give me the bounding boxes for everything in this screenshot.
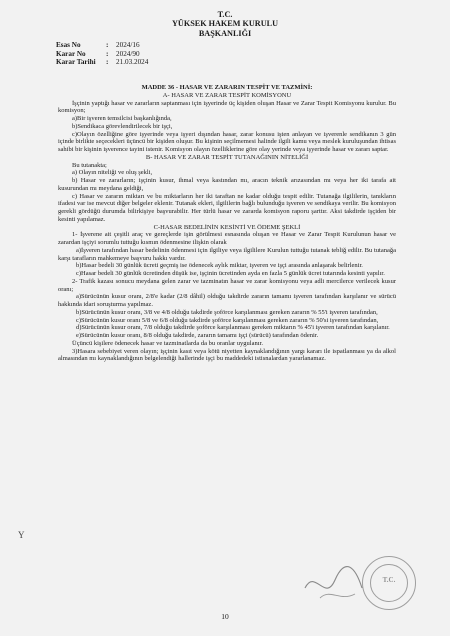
paragraph: İşçinin yaptığı hasar ve zararların saptanması için işyerinde üç kişiden oluşan Hasar ve Zarar Tespit Komisyonu kurulur. Bu komisyon; (58, 99, 396, 115)
list-item: c) Hasar ve zararın miktarı ve bu miktarların her iki taraftan ne kadar olduğu tespit edilir. Tutanağa ilgililerin, tanıkların ifadesi var ise mevcut diğer belgeler eklenir. Tutanak ekleri, ilgililerin bağlı bulunduğu işveren ve sendikaya verilir. Bu komisyon gerekli gördüğü durumda bilirkişiye başvurabilir. Her türlü hasar ve zararda komisyon raporu şarttır. Aksi takdirde işçiden bir kesinti yapılamaz. (58, 192, 396, 223)
list-item: e)Sürücünün kusur oranı, 8/8 olduğu takdirde, zararın tamamı işçi (sürücü) tarafından ödenir. (76, 332, 319, 339)
tarih-label: Karar Tarihi (56, 58, 96, 67)
karar-value: 2024/90 (116, 49, 140, 58)
paragraph: 3)Hasara sebebiyet veren olayın; işçinin kasıt veya kötü niyetten kaynaklandığının yargı kararı ile ispatlanması ya da alkol almasından mı kaynaklandığının belgelendiği hallerinde işçi bu maddedeki istisnalardan yararlanamaz. (58, 347, 396, 363)
seal-text: T.C. (382, 576, 396, 584)
section-b-heading: B- HASAR VE ZARAR TESPİT TUTANAĞININ NİTELİĞİ (145, 153, 309, 161)
tarih-row (56, 58, 148, 67)
section-c-heading: C-HASAR BEDELİNİN KESİNTİ VE ÖDEME ŞEKLİ (153, 223, 301, 231)
list-item: c)Olayın özelliğine göre işyerinde veya işyeri dışından hasar, zarar konusu işten anlayan ve işverenle sendikanın 3 gün içinde birlikte seçecekleri üçüncü bir kişiden oluşur. Bu kişinin seçilmemesi halinde ilgili kamu veya meslek kuruluşundan ihtisas sahibi bir kişinin işverence tayini istenir. Komisyon olayın özelliklerine göre olay yerinde veya işyerinde hasar ve zararı saptar. (58, 130, 396, 153)
karar-row (56, 50, 148, 59)
document-body (58, 84, 396, 363)
paragraph: Üçüncü kişilere ödenecek hasar ve tazminatlarda da bu oranlar uygulanır. (72, 339, 263, 347)
tarih-value: 21.03.2024 (116, 58, 149, 67)
karar-colon: : (106, 49, 109, 58)
article-title: MADDE 36 - HASAR VE ZARARIN TESPİT VE TAZMİNİ: (141, 84, 313, 91)
list-item: a)Bir işveren temsilcisi başkanlığında, (72, 115, 172, 122)
list-item: a)İşveren tarafından hasar bedelinin ödenmesi için ilgiliye veya ilgililere Kurulun tuttuğu tutanak tebliğ edilir. Bu tutanağa karşı tarafların mahkemeye başvuru hakkı vardır. (58, 246, 396, 262)
case-metadata (56, 41, 148, 67)
list-item: b)Sürücünün kusur oranı, 3/8 ve 4/8 olduğu takdirde şoförce karşılanması gereken zararın % 55'i işveren tarafından, (76, 308, 378, 316)
header-tc: T.C. (217, 10, 233, 19)
paragraph: 2- Trafik kazası sonucu meydana gelen zarar ve tazminatın hasar ve zarar komisyonu veya adli mercilerce verilecek kusur oranı; (58, 277, 396, 293)
signature-scribble (300, 558, 370, 608)
header-department: BAŞKANLIĞI (198, 28, 252, 38)
paragraph: Bu tutanakta; (72, 161, 107, 169)
header-institution: YÜKSEK HAKEM KURULU (172, 19, 278, 29)
margin-mark: Y (18, 530, 25, 540)
tarih-colon: : (106, 58, 109, 67)
list-item: c)Hasar bedeli 30 günlük ücretinden düşük ise, işçinin ücretinden ayda en fazla 5 günlük ücret tutarında kesinti yapılır. (76, 270, 385, 277)
section-a-heading: A- HASAR VE ZARAR TESPİT KOMİSYONU (162, 91, 292, 99)
esas-colon: : (106, 41, 109, 49)
list-item: b)Sendikaca görevlendirilecek bir işçi, (72, 122, 173, 130)
list-item: b)Hasar bedeli 30 günlük ücreti geçmiş ise ödenecek aylık miktar, işveren ve işçi arasında anlaşarak belirlenir. (76, 262, 363, 270)
list-item: d)Sürücünün kusur oranı, 7/8 olduğu takdirde şoförce karşılanması gereken miktarın % 45'i işveren tarafından karşılanır. (76, 324, 390, 332)
paragraph: 1- İşverene ait çeşitli araç ve gereçlerde işin görülmesi esnasında oluşan ve Hasar ve Zarar Tespit Kurulunun hasar ve zarardan işçiyi sorumlu tuttuğu kısmın ödenmesine ilişkin olarak (58, 231, 396, 246)
page-number: 10 (221, 612, 229, 621)
official-seal (362, 556, 416, 610)
list-item: a) Olayın niteliği ve oluş şekli, (72, 169, 153, 177)
esas-label: Esas No (56, 41, 81, 49)
esas-value: 2024/16 (116, 41, 140, 49)
karar-label: Karar No (56, 49, 86, 58)
esas-row (56, 41, 148, 50)
list-item: b) Hasar ve zararların; işçinin kusur, ihmal veya kastından mı, aracın teknik arızasından mı veya her iki tarafa ait kusurundan mı meydana geldiği, (58, 177, 396, 192)
list-item: a)Sürücünün kusur oranı, 2/8'e kadar (2/8 dâhil) olduğu takdirde zararın tamamı işveren tarafından karşılanır ve sürücü hakkında idari soruşturma yapılmaz. (58, 293, 396, 308)
list-item: c)Sürücünün kusur oranı 5/8 ve 6/8 olduğu takdirde şoförce karşılanması gereken zararın % 50'si işveren tarafından, (76, 316, 379, 324)
document-header (0, 10, 450, 38)
